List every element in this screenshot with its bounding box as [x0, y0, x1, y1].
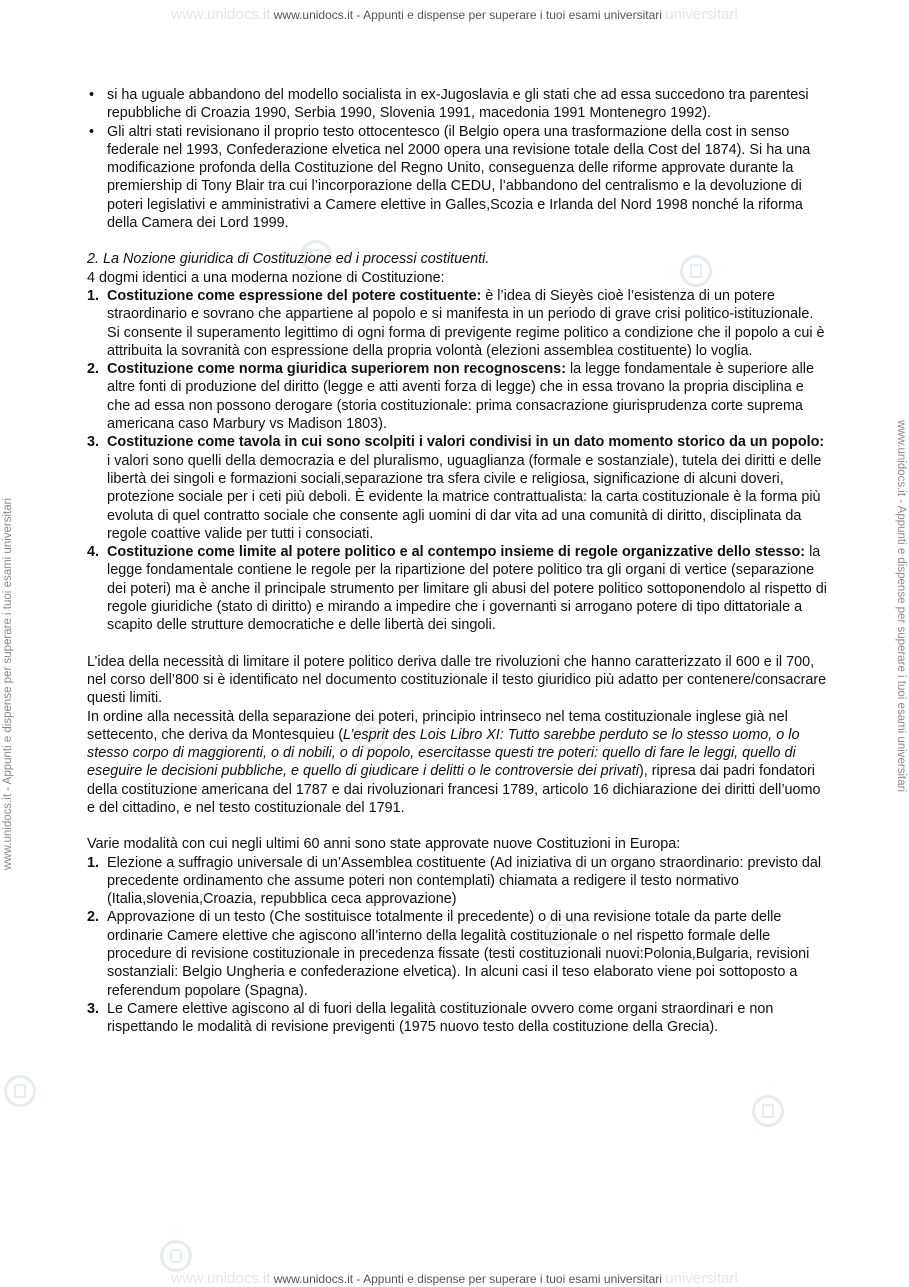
modalita-list — [87, 854, 827, 1037]
paragraph-idea: L’idea della necessità di limitare il potere politico deriva dalle tre rivoluzioni che hanno caratterizzato il 600 e il 700, nel corso dell’800 si è identificato nel documento costituzionale il testo giuridico più adatto per contenere/consacrare questi limiti. — [87, 653, 827, 707]
list-item: 2. Approvazione di un testo (Che sostituisce totalmente il precedente) o di una revisione totale da parte delle ordinarie Camere elettive che agiscono all’interno della legalità costituzionale o nel rispetto formale delle procedure di revisione costituzionale in precedenza fissate (testi costituzionali nuovi:Polonia,Bulgaria, revisioni sostanziali: Belgio Ungheria e confederazione elvetica). In alcuni casi il teso elaborato viene poi sottoposto a referendum popolare (Spagna). — [87, 909, 810, 999]
header-banner — [0, 6, 909, 23]
side-watermark-right: www.unidocs.it - Appunti e dispense per superare i tuoi esami universitari — [895, 420, 907, 793]
list-item: 3. Costituzione come tavola in cui sono scolpiti i valori condivisi in un dato momento storico da un popolo: i valori sono quelli della democrazia e del pluralismo, uguaglianza (formale e sostanziale), tutela dei diritti e delle libertà dei singoli e formazioni sociali,separazione tra sfera civile e religiosa, significazione di alcuni doveri, protezione sociale per i ceti più deboli. È evidente la matrice contrattualista: la carta costituzionale è la forma più evoluta di quel contratto sociale che consente agli uomini di dar vita ad una comunità di diritto, disciplinata da regole coattive valide per tutti i consociati. — [87, 434, 825, 542]
header-ghost-left: www.unidocs.it — [171, 6, 271, 23]
header-text: www.unidocs.it - Appunti e dispense per superare i tuoi esami universitari — [273, 8, 662, 22]
watermark-logo-icon — [752, 1095, 784, 1127]
list-item: 3. Le Camere elettive agiscono al di fuori della legalità costituzionale ovvero come organi straordinari e non rispettando le modalità di revisione previgenti (1975 nuovo testo della costituzione della Grecia). — [87, 1000, 774, 1036]
dogmi-list — [87, 287, 827, 635]
footer-banner — [0, 1270, 909, 1287]
bullet-list — [87, 86, 827, 232]
section-heading: 2. La Nozione giuridica di Costituzione ed i processi costituenti. — [87, 251, 490, 268]
footer-ghost-left: www.unidocs.it — [171, 1270, 271, 1287]
paragraph-separazione: In ordine alla necessità della separazione dei poteri, principio intrinseco nel tema costituzionale inglese già nel settecento, che deriva da Montesquieu (L’esprit des Lois Libro XI: Tutto sarebbe perduto se lo stesso uomo, o lo stesso corpo di maggiorenti, o di nobili, o di popolo, esercitasse questi tre poteri: quello di fare le leggi, quello di eseguire le decisioni pubbliche, e quello di giudicare i delitti o le controversie dei privati), ripresa dai padri fondatori della costituzione americana del 1787 e dai rivoluzionari francesi 1789, articolo 16 dichiarazione dei diritti dell’uomo e del cittadino, e nel testo costituzionale del 1791. — [87, 708, 821, 816]
item-title: Costituzione come norma giuridica superiorem non recognoscens: — [107, 361, 566, 378]
bullet-marker: • — [89, 123, 95, 140]
document-body — [87, 86, 827, 1037]
item-title: Costituzione come tavola in cui sono scolpiti i valori condivisi in un dato momento storico da un popolo: — [107, 434, 825, 451]
footer-text: www.unidocs.it - Appunti e dispense per superare i tuoi esami universitari — [273, 1272, 662, 1286]
list-item: 4. Costituzione come limite al potere politico e al contempo insieme di regole organizzative dello stesso: la legge fondamentale contiene le regole per la ripartizione del potere politico tra gli organi di vertice (separazione dei poteri) ma è anche il principale strumento per limitare gli abusi del potere politico sottoponendolo al rispetto di regole giuridiche (stato di diritto) e mirando a impedire che i governanti si arrogano potere di tipo dittatoriale a scapito delle strutture democratiche e delle libertà dei singoli. — [87, 544, 827, 634]
item-title: Costituzione come espressione del potere costituente: — [107, 287, 482, 304]
footer-ghost-right: universitari — [665, 1270, 738, 1287]
modalita-intro: Varie modalità con cui negli ultimi 60 anni sono state approvate nuove Costituzioni in Europa: — [87, 836, 681, 853]
watermark-logo-icon — [4, 1075, 36, 1107]
side-watermark-left: www.unidocs.it - Appunti e dispense per superare i tuoi esami universitari — [2, 497, 14, 870]
item-title: Costituzione come limite al potere politico e al contempo insieme di regole organizzative dello stesso: — [107, 544, 806, 561]
list-item: 1. Costituzione come espressione del potere costituente: è l’idea di Sieyès cioè l’esistenza di un potere straordinario e sovrano che appartiene al popolo e si manifesta in un periodo di grave crisi politico-istituzionale. Si consente il superamento legittimo di ogni forma di previgente regime politico a condizione che il popolo a cui è attribuita la sovranità con espressione della propria volontà (elezioni assemblea costituente) lo voglia. — [87, 287, 825, 359]
list-item: • Gli altri stati revisionano il proprio testo ottocentesco (il Belgio opera una trasformazione della cost in senso federale nel 1993, Confederazione elvetica nel 2000 opera una revisione totale della Cost del 1874). Si ha una modificazione profonda della Costituzione del Regno Unito, conseguenza delle riforme approvate durante la premiership di Tony Blair tra cui l’incorporazione della CEDU, l’abbandono del centralismo e la devoluzione di poteri legislativi e amministrativi a Camere elettive in Galles,Scozia e Irlanda del Nord 1998 nonché la riforma della Camera dei Lord 1999. — [89, 123, 811, 232]
dogmi-intro: 4 dogmi identici a una moderna nozione di Costituzione: — [87, 269, 445, 286]
montesquieu-quote: L’esprit des Lois Libro XI: Tutto sarebbe perduto se lo stesso uomo, o lo stesso corpo di maggiorenti, o di nobili, o di popolo, esercitasse questi tre poteri: quello di fare le leggi, quello di eseguire le decisioni pubbliche, e quello di giudicare i delitti o le controversie dei privati — [87, 726, 800, 780]
bullet-marker: • — [89, 87, 95, 103]
watermark-logo-icon — [160, 1240, 192, 1272]
list-item: • si ha uguale abbandono del modello socialista in ex-Jugoslavia e gli stati che ad essa succedono tra parentesi repubbliche di Croazia 1990, Serbia 1990, Slovenia 1991, macedonia 1991 Montenegro 1992). — [89, 87, 809, 122]
list-item: 2. Costituzione come norma giuridica superiorem non recognoscens: la legge fondamentale è superiore alle altre fonti di produzione del diritto (legge e atti aventi forza di legge) che in essa trovano la propria disciplina e che ad essa non possono derogare (storia costituzionale: prima consacrazione giurisprudenza corte suprema americana caso Marbury vs Madison 1803). — [87, 361, 814, 433]
list-item: 1. Elezione a suffragio universale di un’Assemblea costituente (Ad iniziativa di un organo straordinario: previsto dal precedente ordinamento che assume poteri non contemplati) chiamata a redigere il testo normativo (Italia,slovenia,Croazia, repubblica ceca approvazione) — [87, 854, 822, 908]
header-ghost-right: universitari — [665, 6, 738, 23]
